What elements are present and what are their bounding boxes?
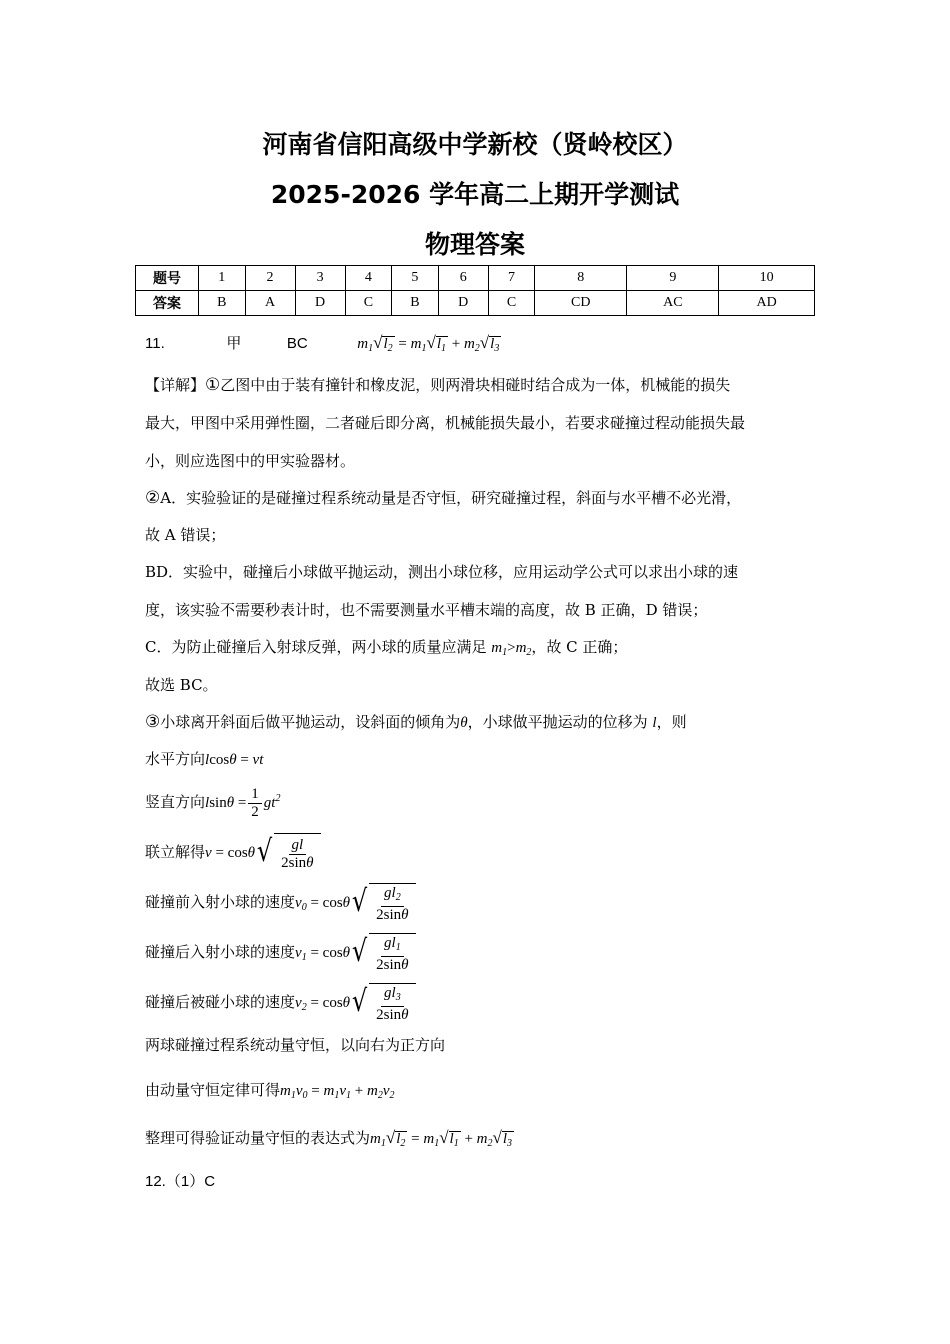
detail-text: 小球离开斜面后做平抛运动，设斜面的倾角为	[160, 713, 461, 731]
detail-line: 度，该实验不需要秒表计时，也不需要测量水平槽末端的高度，故 B 正确，D 错误；	[145, 601, 708, 619]
table-cell: AD	[719, 291, 815, 316]
theta-symbol: θ	[460, 715, 468, 731]
table-cell: C	[488, 291, 535, 316]
formula: $v_2 = \cos\theta$ √ $\frac{gl_3}{2\sin\theta}$	[295, 995, 416, 1011]
formula-line	[145, 749, 263, 770]
table-cell: B	[199, 291, 246, 316]
detail-line: 故 A 错误；	[145, 526, 226, 544]
table-cell: 1	[199, 266, 246, 291]
table-row	[136, 291, 815, 316]
table-cell: 7	[488, 266, 535, 291]
detail-text: ，则	[656, 713, 687, 731]
circle-3: ③	[145, 712, 161, 732]
term-title: 2025-2026 学年高二上期开学测试	[270, 180, 680, 209]
mass-condition: $m_1>m_2$	[491, 640, 532, 658]
formula-label: 碰撞后被碰小球的速度	[145, 993, 296, 1011]
formula: v = cosθ √ $\frac{gl}{2\sin\theta}$	[205, 845, 321, 861]
formula-line	[145, 1128, 514, 1154]
detail-text: C．为防止碰撞后入射球反弹，两小球的质量应满足	[145, 638, 492, 656]
circle-1: ①	[205, 375, 221, 395]
formula: $v_1 = \cos\theta$ √ $\frac{gl_1}{2\sin\theta}$	[295, 945, 416, 961]
table-cell: B	[392, 291, 439, 316]
formula-label: 碰撞前入射小球的速度	[145, 893, 296, 911]
formula-label: 整理可得验证动量守恒的表达式为	[145, 1129, 371, 1147]
detail-line	[145, 375, 730, 395]
formula: $v_0 = \cos\theta$ √ $\frac{gl_2}{2\sin\theta}$	[295, 895, 416, 911]
formula: lcosθ = vt	[205, 752, 264, 768]
detail-line: 小，则应选图中的甲实验器材。	[145, 452, 356, 470]
formula-line	[145, 882, 416, 928]
table-cell: A	[245, 291, 295, 316]
q11-formula: $m_1√l_2 = m_1√l_1 + m_2√l_3$	[357, 333, 500, 354]
formula: lsinθ = $\frac{1}{2}$ $gt^2$	[205, 786, 281, 821]
table-cell: 4	[345, 266, 392, 291]
detail-line	[145, 488, 741, 508]
detail-line: BD．实验中，碰撞后小球做平抛运动，测出小球位移，应用运动学公式可以求出小球的速	[145, 563, 739, 581]
formula-label: 由动量守恒定律可得	[145, 1081, 281, 1099]
formula-label: 联立解得	[145, 843, 206, 861]
formula-label: 竖直方向	[145, 793, 206, 811]
formula-label: 水平方向	[145, 750, 206, 768]
detail-line	[145, 712, 687, 733]
table-cell: 9	[627, 266, 719, 291]
q11-answer-line	[145, 333, 501, 359]
school-title: 河南省信阳高级中学新校（贤岭校区）	[262, 130, 688, 159]
table-cell: 8	[535, 266, 627, 291]
l-symbol: l	[652, 715, 657, 731]
row-label: 题号	[136, 266, 199, 291]
subject-title: 物理答案	[424, 230, 525, 259]
formula-line	[145, 1080, 395, 1106]
detail-line	[145, 637, 627, 663]
table-cell: 10	[719, 266, 815, 291]
table-cell: 6	[438, 266, 488, 291]
formula: $m_1v_0 = m_1v_1 + m_2v_2$	[280, 1083, 395, 1101]
circle-2: ②	[145, 488, 161, 508]
formula-line	[145, 832, 321, 874]
answer-table	[135, 265, 815, 316]
detail-line: 故选 BC。	[145, 676, 218, 694]
detail-text: A．实验验证的是碰撞过程系统动量是否守恒，研究碰撞过程，斜面与水平槽不必光滑，	[160, 489, 742, 507]
table-cell: 5	[392, 266, 439, 291]
table-cell: 3	[295, 266, 345, 291]
table-cell: AC	[627, 291, 719, 316]
q11-answer-1: 甲	[226, 334, 242, 352]
formula-line	[145, 982, 416, 1028]
table-cell: 2	[245, 266, 295, 291]
detail-text: ，小球做平抛运动的位移为	[467, 713, 653, 731]
detail-text: 乙图中由于装有撞针和橡皮泥，则两滑块相碰时结合成为一体，机械能的损失	[220, 376, 731, 394]
formula-line	[145, 932, 416, 978]
q11-number: 11.	[145, 335, 165, 352]
formula: $m_1√l_2 = m_1√l_1 + m_2√l_3$	[370, 1128, 513, 1149]
table-cell: CD	[535, 291, 627, 316]
table-cell: D	[438, 291, 488, 316]
q11-answer-2: BC	[286, 335, 308, 352]
table-row	[136, 266, 815, 291]
table-cell: C	[345, 291, 392, 316]
row-label: 答案	[136, 291, 199, 316]
q12-line: 12.（1）C	[145, 1173, 216, 1190]
detail-text: ，故 C 正确；	[531, 638, 628, 656]
table-cell: D	[295, 291, 345, 316]
detail-line: 两球碰撞过程系统动量守恒，以向右为正方向	[145, 1036, 446, 1054]
detail-tag: 【详解】	[145, 376, 206, 394]
detail-line: 最大，甲图中采用弹性圈，二者碰后即分离，机械能损失最小，若要求碰撞过程动能损失最	[145, 414, 746, 432]
formula-line	[145, 782, 280, 821]
formula-label: 碰撞后入射小球的速度	[145, 943, 296, 961]
